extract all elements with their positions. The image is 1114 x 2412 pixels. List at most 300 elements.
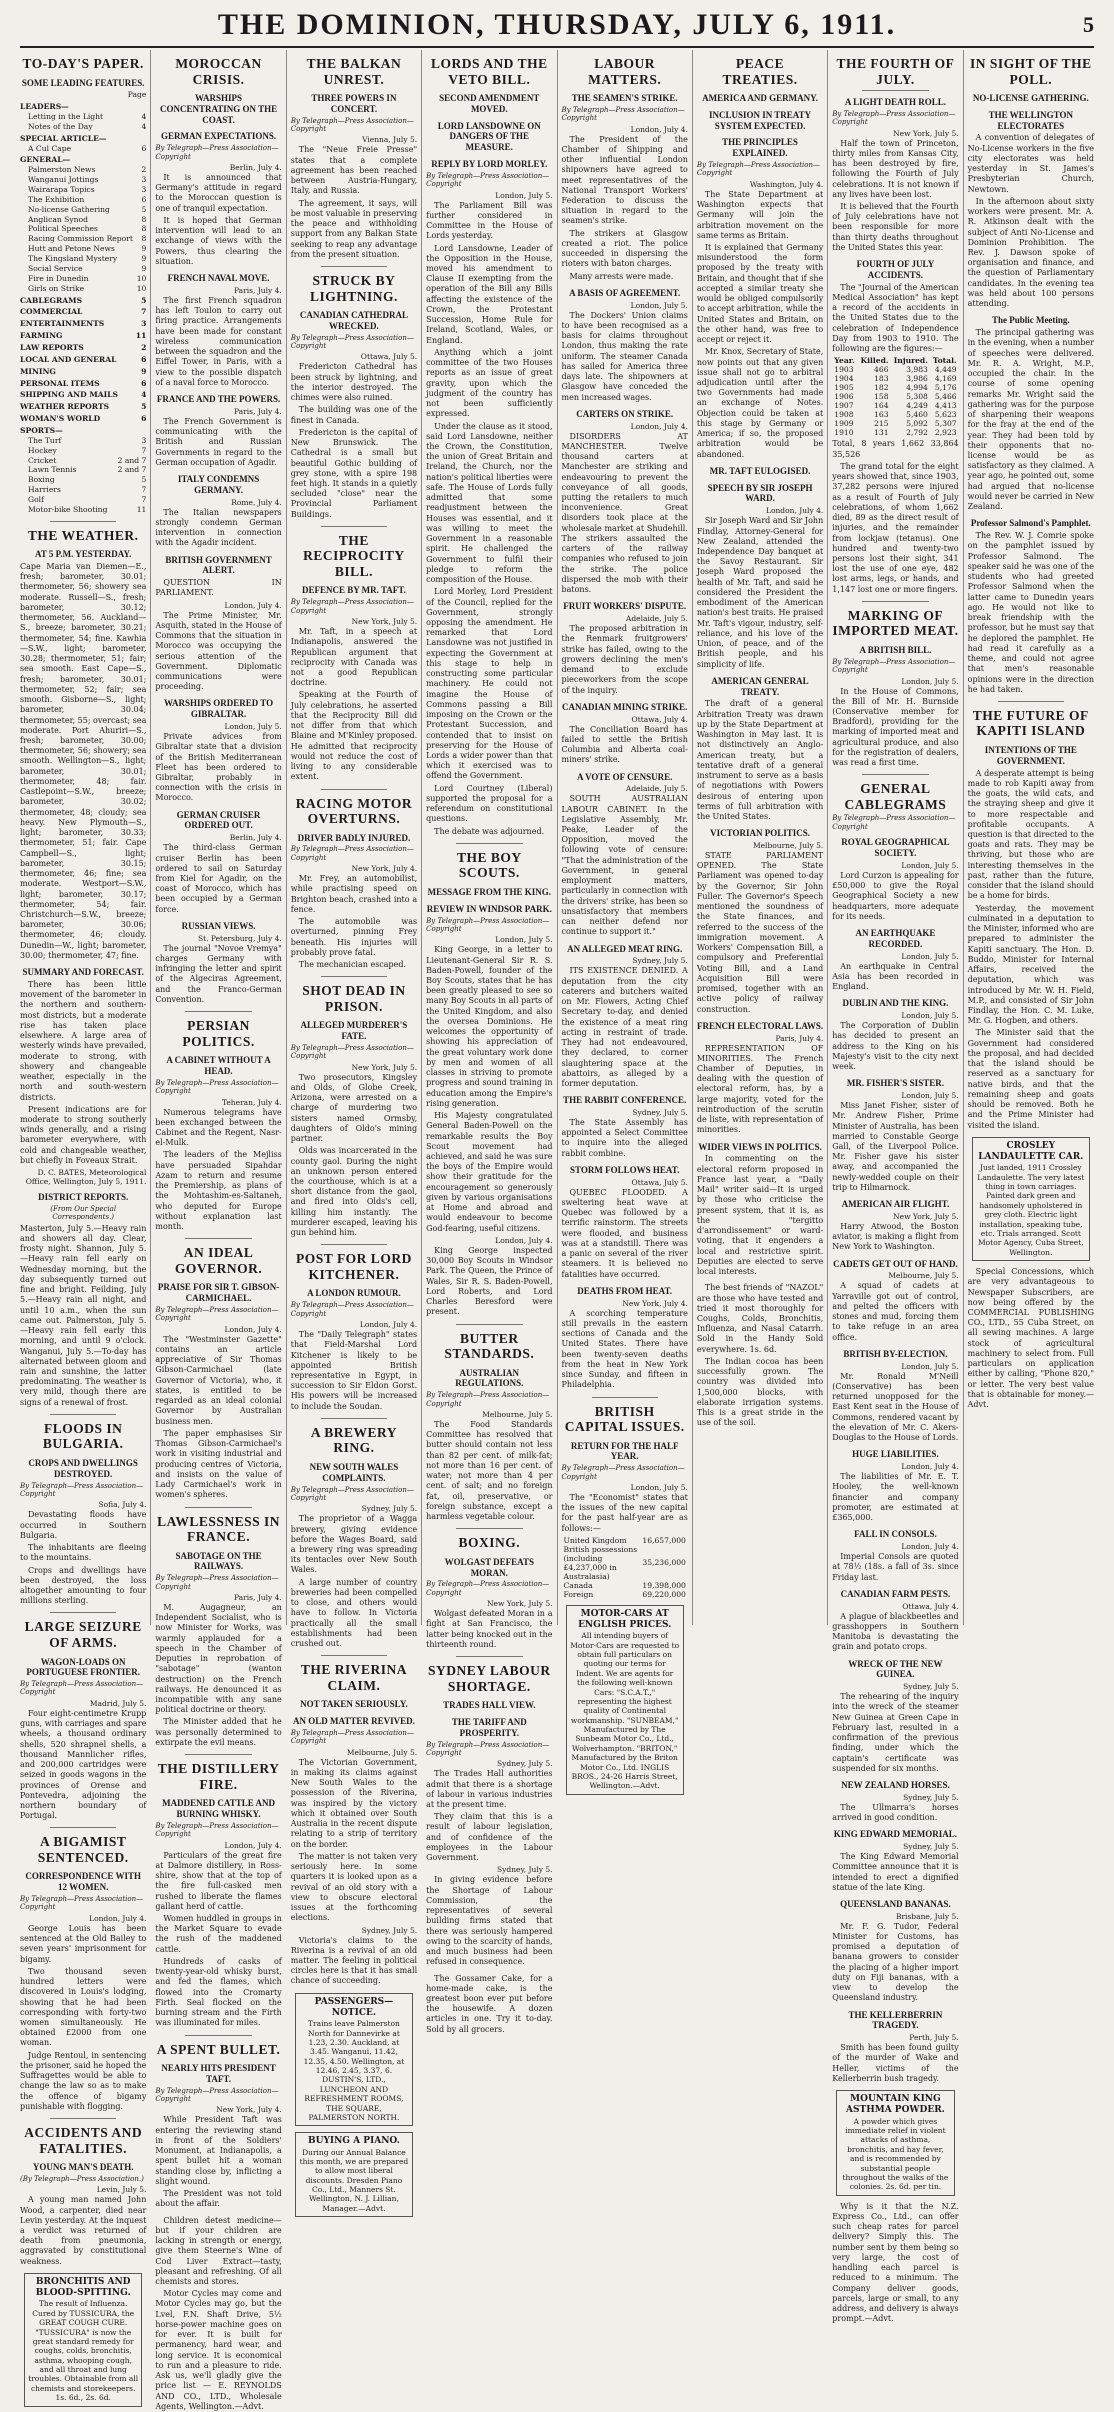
district-reports: Masterton, July 5.—Heavy rain and showers all day. Clear, frosty night. Shannon, July 5.—Heavy rain fell early on Wednesday morning, but the day subsequently turned out fine and bright. Feilding, July 5.—Heavy rain all night, and until 10 a.m., when the sun came out. Palmerston, July 5.—Heavy rain fell early this morning, and until 9 o'clock. Wanganui, July 5.—To-day has alternated between gloom and rain and sunshine, the latter predominating. The weather is very mild, though there are signs of a renewal of frost. [20,1223,147,1407]
general-cables-section-title: QUEENSLAND BANANAS. [840,1898,951,1909]
motor-cars-advert-title: MOTOR-CARS AT ENGLISH PRICES. [578,1608,672,1631]
butter-subheading: AUSTRALIAN REGULATIONS. [455,1367,524,1389]
moroccan-section-paragraph: The French Government is communicating with the British and Russian Governments in regard to the German occupation of Agadir. [155,416,282,467]
toc-section-page: 3 [141,319,147,329]
forecast-heading: SUMMARY AND FORECAST. [22,967,144,978]
general-cables-section-body [832,1281,958,1342]
toc-item-page: 10 [136,283,147,293]
fourth-heading: THE FOURTH OF JULY. [836,56,955,87]
labour-shortage-subheading: TRADES HALL VIEW. [443,1700,536,1711]
balkan-subheading: THREE POWERS IN CONCERT. [311,93,397,114]
poll-section-body [968,328,1094,512]
fourth-table-row [832,383,958,392]
toc-section-page: 11 [135,331,147,341]
toc-section [20,134,146,144]
moroccan-section-title: RUSSIAN VIEWS. [181,920,256,931]
toc-section [20,390,146,400]
toc-item-page: 7 [141,485,147,495]
lords-paragraph: Lord Lansdowne, Leader of the Opposition in the House, moved his amendment to Clause II exempting from the operation of the Bill any Bills affecting the existence of the Crown, the Protestant Succession, Home Rule for Ireland, Scotland, Wales, or England. [426,243,553,345]
moroccan-section-paragraph: The journal "Novoe Vremya" charges Germany with infringing the letter and spirit of the Algeciras Agreement, and the Franco-German Convention. [155,943,282,1004]
asthma-advert [836,2090,954,2196]
general-cables-section-title: MR. FISHER'S SISTER. [846,1078,944,1089]
peace-sub3: THE PRINCIPLES EXPLAINED. [722,137,798,159]
general-cables-section-title: FALL IN CONSOLS. [854,1529,937,1540]
general-cables-section-paragraph: Mr. F. G. Tudor, Federal Minister for Customs, has promised a deputation of banana growers to consider the placing of a higher import duty on Fiji bananas, with a view to develop the Queensland industry. [832,1921,959,2003]
labour-paragraph: The strikers at Glasgow created a riot. The police succeeded in dispersing the rioters with baton charges. [561,228,688,269]
peace-treaties-article [697,56,823,1277]
moroccan-section-body [155,508,281,549]
general-cables-section-body [832,1372,958,1444]
fourth-table-row [832,392,958,401]
governor-paragraph: The "Westminster Gazette" contains an article appreciative of Sir Thomas Gibson-Carmichael (late Governor of Victoria), who, it states, is entitled to be regarded as an ideal colonial Governor by Australian business men. [155,1334,282,1426]
crossley-advert-body: Just landed, 1911 Crossley Landaulette. The very latest thing in town carriages. Painted dark green and handsomely upholstered in grey cloth. Electric light installation, speaking tube, etc. Trials arranged. Scott Motor Agency, Cuba Street, Wellington. [977,1163,1085,1257]
capital-table-label: Canada [563,1580,593,1590]
passengers-advert-body: Trains leave Palmerston North for Dannevirke at 1.23, 2.30. Auckland, at 3.45. Wanganui, 11.42, 12.35, 4.50. Wellington, at 12.46, 2.45, 3.37, 6. DUSTIN'S, LTD., LUNCHEON AND REFRESHMENT ROOMS, THE SQUARE, PALMERSTON NORTH. [303,2019,405,2122]
general-cables-section-paragraph: The Corporation of Dublin has decided to present an address to the King on his Majesty's visit to the city next week. [832,1021,959,1072]
toc-section [20,331,146,341]
capital-issues-table [562,1536,688,1599]
persian-paragraph: Numerous telegrams have been exchanged between the Cabinet and the Regent, Nasr-el-Mulk. [155,1107,282,1148]
distillery-byline: By Telegraph—Press Association—Copyright [155,1821,279,1839]
riverina-article [291,1662,417,1986]
moroccan-section-paragraph: QUESTION IN PARLIAMENT. [155,578,282,598]
racing-motor-paragraph: Mr. Frey, an automobilist, while practising speed on Brighton beach, crashed into a fence. [290,874,418,914]
prison-paragraph: Two prosecutors, Kingsley and Olds, of Globe Creek, Arizona, were arrested on a charge of murdering two sisters named Ormsby, daughters of Oldo's mining partner. [290,1072,418,1144]
labour-section-title: CANADIAN MINING STRIKE. [562,701,688,712]
toc-section-page: 7 [141,307,147,317]
capital-issues-subheading: RETURN FOR THE HALF YEAR. [570,1440,679,1462]
peace-paragraph: Mr. Knox, Secretary of State, now points out that any given issue shall not go to arbitral adjudication until after the two Governments had made an exchange of Notes. Objection could be taken at this stage by Germany or America; if so, the proposed arbitration would be abandoned. [696,347,824,459]
reciprocity-subheading: DEFENCE BY MR. TAFT. [301,585,406,596]
toc-item [20,284,146,294]
labour-shortage-dateline2: Sydney, July 5. [497,1865,553,1875]
general-cables-section-dateline: Sydney, July 5. [903,1842,959,1852]
spent-bullet-paragraph: While President Taft was entering the reviewing stand in front of the Soldiers' Monument, at Indianapolis, a spent bullet hit a woman standing close by, inflicting a slight wound. [155,2115,282,2186]
special-advert-body: Special Concessions, which are very advantageous to Newspaper Subscribers, are now being offered by the COMMERCIAL PUBLISHING CO., LTD., 55 Cuba Street, on all sewing machines. A large stock of agricultural machinery to select from. Full particulars on application either by calling, "Phone 820," or letter. The very best value that is obtainable for money.—Advt. [967,1267,1094,1410]
fourth-table-cell: 1904 [834,374,854,384]
general-cables-section-body [832,1612,958,1653]
general-cables-section-paragraph: Mr. Ronald M'Neill (Conservative) has been returned unopposed for the East Kent seat in the House of Commons, rendered vacant by the elevation of Mr. C. Akers-Douglas to the House of Lords. [832,1371,959,1443]
imported-meat-heading: MARKING OF IMPORTED MEAT. [832,607,959,639]
kapiti-article [968,708,1094,1131]
balkan-dateline: Vienna, July 5. [362,135,418,145]
labour-shortage-sub2: THE TARIFF AND PROSPERITY. [451,1716,527,1738]
labour-paragraph: The President of the Chamber of Shipping and other influential London shipowners have agreed to meet representatives of the National Transport Workers' Federation to discuss the situation in regard to the seamen's strike. [561,134,688,226]
fourth-table-row [832,401,958,410]
toc-section-page: 6 [141,354,147,364]
kitchener-body [291,1330,417,1412]
accidents-dateline: Levin, July 5. [96,2185,147,2195]
general-cables-section-body [832,1852,958,1893]
general-cables-section-dateline: Melbourne, July 5. [888,1271,959,1281]
peace-section-paragraph: STATE PARLIAMENT OPENED. The State Parliament was opened to-day by the Governor, Sir John Fuller. The Governor's Speech mentioned the soundness of the State finances, and referred to the success of the immigration movement. A Workers' Compensation Bill, a compulsory and Preferential Voting Bill, and a Land Acquisition Bill were promised, together with an active policy of railway construction. [696,851,824,1014]
fourth-table-cell: 5,623 [934,410,957,420]
lawlessness-paragraph: The Minister added that he was personally determined to extirpate the evil means. [155,1717,282,1747]
general-cables-section-body [832,1101,958,1193]
distillery-paragraph: Hundreds of casks of twenty-year-old whisky burst, and fed the flames, which flowed into the Cromarty Firth. Seal flocked on the burning stream and the Firth was illuminated for miles. [155,1956,282,2028]
butter-standards-article [426,1331,552,1523]
fourth-table-cell: 3,983 [906,365,928,375]
general-cables-section-dateline: London, July 5. [901,1361,959,1371]
toc-section-page: 4 [141,390,147,400]
poll-section-title: The Public Meeting. [991,315,1070,326]
peace-section-dateline: Paris, July 4. [775,1033,824,1043]
toc-item-label: Wairarapa Topics [28,185,95,195]
moroccan-section-paragraph: The Italian newspapers strongly condemn German intervention in connection with the Agadir incident. [155,507,282,548]
fourth-table-cell: 164 [874,401,889,411]
toc-item-page: 9 [141,263,147,273]
bulgaria-paragraph: Crops and dwellings have been destroyed, the loss altogether amounting to four millions sterling. [20,1565,147,1606]
bulgaria-body [20,1510,146,1606]
labour-section-dateline: London, July 5. [630,300,688,310]
bulgaria-byline: By Telegraph—Press Association—Copyright [20,1481,144,1498]
labour-body [562,135,688,282]
accidents-heading: ACCIDENTS AND FATALITIES. [24,2125,143,2156]
fourth-table-cell: 215 [874,419,889,429]
brewery-paragraph: A large number of country breweries had been compelled to close, and others would have to follow. In Victoria practically all the small establishments had been crushed out. [290,1577,418,1649]
persian-politics-article [155,1018,281,1232]
poll-sub2: THE WELLINGTON ELECTORATES [988,109,1074,131]
kapiti-heading: THE FUTURE OF KAPITI ISLAND [972,707,1089,739]
weather-observations: Cape Maria van Diemen—E., fresh; barometer, 30.01; thermometer, 56; showery sea moderate. Russell—S., fresh; barometer, 30.12; thermometer, 56. Auckland—S., breeze; barometer, 30.21; thermometer, 54; fine. Kawhia—S.W., light; barometer, 30.28; thermometer, 51; fair; sea smooth. East Cape—S., fresh; barometer, 30.01; thermometer, 52; fair; sea smooth. Gisborne—S., light; barometer, 30.04; thermometer, 55; overcast; sea moderate. Port Ahuriri—S., fresh; barometer, 30.00; thermometer, 56; showery; sea smooth. Wellington—S., light; barometer, 30.01; thermometer, 48; fair. Castlepoint—S.W., breeze; barometer, 30.02; thermometer, 48; cloudy; sea heavy. New Plymouth—S., light; barometer, 30.33; thermometer, 51; fair. Cape Campbell—S., light; barometer, 30.15; thermometer, 46; fine; sea moderate. Westport—S.W., light; barometer, 30.17; thermometer, 54; fair. Christchurch—S.W., breeze; barometer, 30.06; thermometer, 46; cloudy. Dunedin—W., light; barometer, 30.00; thermometer, 47; fine. [20,562,147,960]
labour-section-dateline: Ottawa, July 4. [631,714,688,724]
labour-shortage-body [426,1769,552,1863]
toc-item-label: Harriers [28,485,61,495]
weather-summary: There has been little movement of the barometer in the northern and southern-most districts, but a moderate rise has taken place elsewhere. A large area of westerly winds have prevailed, moderate to strong, with showery and changeable weather, especially in the north and south-western districts. [20,979,147,1102]
general-cables-section-paragraph: The King Edward Memorial Committee announce that it is intended to erect a dignified statue of the late King. [832,1852,959,1892]
kitchener-byline: By Telegraph—Press Association—Copyright [290,1301,414,1318]
fourth-table-cell: 5,460 [906,410,928,420]
poll-paragraph: A convention of delegates of No-License workers in the five city electorates was held yesterday in St. James's Presbyterian Church, Newtown. [967,133,1094,194]
toc-item-page: 7 [141,445,147,455]
motor-cars-advert-body: All intending buyers of Motor-Cars are requested to obtain full particulars on quoting our terms for Indent. We are agents for the following well-known Cars: "S.C.A.T.," representing the highest quality of Continental workmanship. "SUNBEAM," Manufactured by The Sunbeam Motor Co., Ltd., Wolverhampton. "BRITON," Manufactured by the Briton Motor Co., Ltd. INGLIS BROS., 24-26 Harris Street, Wellington.—Advt. [570,1631,680,1791]
toc-item [20,215,146,225]
lords-paragraph: Anything which a joint committee of the two Houses reports as an issue of great gravity, upon which the judgment of the country has not been sufficiently expressed. [426,347,553,419]
distillery-body [155,1851,281,2029]
balkan-article [291,56,417,260]
moroccan-section-paragraph: The Prime Minister, Mr. Asquith, stated in the House of Commons that the situation in Morocco was occupying the serious attention of the Government. Diplomatic communications were proceeding. [155,610,282,692]
toc-item [20,144,146,154]
fourth-table-cell: 1903 [834,365,854,375]
poll-paragraph: In the afternoon about sixty workers were present. Mr. A. R. Atkinson dealt with the subject of Anti No-License and Dominion Prohibition. The Rev. J. Dawson spoke of organisation and finance, and the question of Parliamentary candidates. In the evening tea was held about 100 persons attending. [967,196,1094,309]
general-cables-section-dateline: Ottawa, July 4. [902,1601,959,1611]
persian-body [155,1108,281,1233]
reciprocity-paragraph: Speaking at the Fourth of July celebrations, he asserted that the Reciprocity Bill did not differ from that which Blaine and M'Kinley proposed. He admitted that reciprocity would not reduce the cost of living to any considerable extent. [290,690,418,782]
asthma-advert-body: A powder which gives immediate relief in violent attacks of asthma, bronchitis, and hay fever, and is recommended by substantial people throughout the walks of the colonies. 2s. 6d. per tin. [842,2116,949,2192]
toc-item [20,165,146,175]
labour-section-title: A VOTE OF CENSURE. [577,771,673,782]
peace-section-title: FRENCH ELECTORAL LAWS. [697,1020,824,1031]
poll-section-body [968,531,1094,695]
lightning-dateline: Ottawa, July 5. [360,352,418,362]
boy-scouts-paragraph2: King George inspected 30,000 Boy Scouts in Windsor Park. The Queen, the Prince of Wales, Sir R. S. Baden-Powell, Lord Roberts, and Lord Charles Beresford were present. [426,1245,553,1317]
toc-item-label: The Turf [28,435,62,445]
labour-dateline: London, July 4. [630,124,688,134]
butter-heading: BUTTER STANDARDS. [444,1330,535,1362]
persian-dateline: Teheran, July 4. [221,1097,282,1107]
lawlessness-subheading: SABOTAGE ON THE RAILWAYS. [175,1550,262,1572]
peace-section-body [697,699,823,822]
general-cables-section-paragraph: An earthquake in Central Asia has been recorded in England. [832,961,959,992]
general-cables-section-dateline: Brisbane, July 5. [895,1911,959,1921]
spent-bullet-subheading: NEARLY HITS PRESIDENT TAFT. [161,2063,276,2084]
accidents-article [20,2125,146,2267]
piano-advert-title: BUYING A PIANO. [307,2136,400,2147]
balkan-paragraph: The "Neue Freie Presse" states that a complete agreement has been reached between Austria-Hungary, Italy, and Russia. [290,145,418,196]
poll-body [968,133,1094,309]
labour-section-paragraph: A scorching temperature still prevails in the eastern sections of Canada and the United States. There have been twenty-seven deaths from the heat in New York since Sunday, and fifteen in Philadelphia. [561,1308,688,1390]
general-cables-section-title: HUGE LIABILITIES. [852,1449,939,1460]
general-cables-section-title: KING EDWARD MEMORIAL. [833,1829,958,1840]
column-5 [557,50,692,1791]
labour-section-body [562,311,688,403]
moroccan-section-paragraph: Private advices from Gibraltar state that a division of the British Mediterranean Fleet has been ordered to Gibraltar, probably in connection with the crisis in Morocco. [155,732,282,803]
toc-section-label: WOMAN'S WORLD [20,414,101,424]
brewery-heading: A BREWERY RING. [310,1424,398,1456]
riverina-dateline2: Sydney, July 5. [361,1925,418,1935]
persian-paragraph: The leaders of the Mejliss have persuaded Sipahdar Azam to return and resume the Premiership, as plans of the Mohtashim-es-Saltaneh, who deputed for Europe without explanation last month. [155,1150,282,1232]
fourth-table-cell: 4,413 [934,401,957,411]
persian-heading: PERSIAN POLITICS. [182,1018,255,1049]
capital-issues-dateline: London, July 5. [630,1482,688,1492]
todays-paper [20,56,146,515]
general-cables-section-paragraph: A squad of cadets at Yarraville got out of control, and pelted the officers with stones and mud, forcing them to take refuge in an area office. [832,1281,959,1342]
toc-section-page: 2 [141,342,147,352]
distillery-paragraph: Women huddled in groups in the Market Square to evade the rush of the maddened cattle. [155,1914,282,1954]
boxing-byline: By Telegraph—Press Association—Copyright [426,1580,550,1597]
labour-shortage-paragraph: The Trades Hall authorities admit that there is a shortage of labour in various industries at the present time. [426,1769,553,1809]
lawlessness-article [155,1514,281,1749]
general-cables-section-body [832,1922,958,2004]
butter-paragraph: The Food Standards Committee has resolved that butter should contain not less than 82 per cent. of milk-fat; not more than 16 per cent. of water; not more than 4 per cent. of salt; and no foreign fat, oil, preservative, or foreign substance, except a harmless vegetable colour. [426,1419,553,1522]
moroccan-section-dateline: Berlin, July 4. [229,833,282,843]
lawlessness-heading: LAWLESSNESS IN FRANCE. [157,1513,281,1545]
bigamist-dateline: London, July 4. [89,1913,147,1923]
labour-shortage-paragraph: They claim that this is a result of labour legislation, and of confidence of the employees in the Labour Government. [426,1812,553,1863]
lightning-paragraph: Fredericton is the capital of New Brunswick. The Cathedral is a small but beautiful Gothic building of grey stone, with a spire 198 feet high. It stands in a quietly secluded "close" near the Provincial Parliament Buildings. [290,427,418,519]
prison-heading: SHOT DEAD IN PRISON. [302,983,406,1014]
moroccan-section-title: FRENCH NAVAL MOVE. [167,273,270,284]
lightning-heading: STRUCK BY LIGHTNING. [309,272,398,304]
toc-section-label: SPORTS— [20,425,63,435]
fourth-table-cell: 163 [874,410,889,420]
capital-issues-body: The "Economist" states that the issues of the new capital for the past half-year are as follows:— [561,1492,688,1533]
fourth-table-cell: 131 [874,428,889,438]
capital-table-label: United Kingdom [563,1535,627,1545]
toc-item-page: 6 [141,143,147,153]
toc-item-page: 3 [141,185,147,195]
prison-byline: By Telegraph—Press Association—Copyright [290,1043,414,1061]
labour-section-title: FRUIT WORKERS' DISPUTE. [563,601,687,612]
toc-item-page: 9 [141,254,147,264]
brewery-byline: By Telegraph—Press Association—Copyright [290,1485,414,1502]
weather-article [20,528,146,1408]
capital-table-value: 69,220,000 [642,1589,686,1599]
fourth-table-total: Total, 8 years 1,662 33,864 35,526 [832,439,959,459]
peace-section-title: SPEECH BY SIR JOSEPH WARD. [707,482,813,504]
toc-item [20,244,146,254]
fourth-table-cell: 183 [874,374,889,384]
toc-item [20,122,146,132]
capital-table-value: 16,657,000 [642,1535,686,1545]
spent-bullet-heading: A SPENT BULLET. [156,2041,281,2057]
toc-item [20,264,146,274]
peace-section-paragraph: REPRESENTATION OF MINORITIES. The French Chamber of Deputies, in dealing with the question of electoral reform, has, by a large majority, voted for the reintroduction of the scrutin de liste, with representation of minorities. [696,1043,824,1135]
kitchener-heading: POST FOR LORD KITCHENER. [296,1251,412,1282]
motor-cycle-advert [155,2289,281,2412]
peace-byline: By Telegraph—Press Association—Copyright [696,161,821,178]
general-cables-section-dateline: New York, July 5. [893,1211,959,1221]
moroccan-section-dateline: Paris, July 4. [233,285,282,295]
bigamist-paragraph: Two thousand seven hundred letters were discovered in Louis's lodging, showing that he had been corresponding with forty-two women simultaneously. He obtained £2000 from one woman. [20,1966,147,2048]
imported-meat-body [832,687,958,769]
labour-section-paragraph: The Dockers' Union claims to have been recognised as a basis for claims throughout London, thus making the rate uniform. The steamer Canada has sailed for America three days late. The shipowners at Glasgow have conceded the men increased wages. [561,310,688,402]
kitchener-article [291,1251,417,1411]
toc-item-page: 3 [141,175,147,185]
toc-item-page: 2 and 7 [117,455,147,465]
toc-section [20,296,146,306]
peace-paragraph: It is explained that Germany misunderstood the form proposed by the treaty with Britain, and thought that if she accepted a similar treaty she would be obliged compulsorily to accept arbitration, while the United States and Britain, on the other hand, was free to accept or reject it. [696,242,824,345]
fourth-table-cell: 4,994 [906,383,928,393]
weather-signature: D. C. BATES, Meteorological Office, Wellington, July 5, 1911. [25,1168,147,1187]
toc-item-page: 8 [141,234,147,244]
labour-section-dateline: Adelaide, July 5. [625,784,688,794]
brewery-subheading: NEW SOUTH WALES COMPLAINTS. [309,1461,399,1483]
toc-section [20,102,146,112]
lords-paragraph: The Parliament Bill was further considered in Committee in the House of Lords yesterday. [426,200,553,241]
accidents-paragraph: A young man named John Wood, a carpenter, died near Levin yesterday. At the inquest a verdict was returned of death from pneumonia, aggravated by constitutional weakness. [20,2195,147,2266]
lawlessness-byline: By Telegraph—Press Association—Copyright [155,1574,279,1591]
labour-section-body [562,725,688,766]
capital-table-label: British possessions (including £4,237,000 in Australasia) [563,1544,638,1581]
general-cables-section-dateline: London, July 5. [901,1091,959,1101]
labour-subheading: THE SEAMEN'S STRIKE. [571,93,678,104]
fourth-table-row [832,374,958,383]
toc-item-label: Lawn Tennis [28,465,77,475]
lords-sub2: LORD LANSDOWNE ON DANGERS OF THE MEASURE. [437,120,541,153]
toc-item-label: A Cul Cape [28,143,72,153]
lords-paragraph: Under the clause as it stood, said Lord Lansdowne, neither the Crown, the Constitution, the union of Great Britain and Ireland, the Church, nor the nation's political liberties were safe. The House of Lords fully admitted that some readjustment between the Houses was essential, and it was willing to meet the Government in a reasonable spirit. He challenged the Government to fulfil their pledge to reform the composition of the House. [426,421,553,585]
imported-meat-subheading: A BRITISH BILL. [859,644,932,655]
boy-scouts-article [426,850,552,1318]
children-advert-body: Children detest medicine—but if your children are lacking in strength or energy, give them Steerne's Wine of Cod Liver Extract—tasty, pleasant and refreshing. Of all chemists and stores. [155,2215,282,2286]
peace-section-dateline: London, July 4. [765,506,824,516]
toc-item-page: 5 [141,475,147,485]
fourth-table-cell: 1909 [834,419,854,429]
lords-paragraph: Lord Courtney (Liberal) supported the proposal for a referendum on constitutional questions. [426,783,553,824]
general-cables-section-body [832,2043,958,2084]
spent-bullet-dateline: New York, July 4. [216,2105,282,2115]
racing-motor-article [291,796,417,971]
toc-section-label: SHIPPING AND MAILS [20,390,118,400]
toc-section-page: 9 [141,366,147,376]
capital-table-row [562,1590,688,1599]
seizure-subheading: WAGON-LOADS ON PORTUGUESE FRONTIER. [26,1656,141,1678]
fourth-paragraph: Half the town of Princeton, thirty miles from Kansas City, has been destroyed by fire, following the Fourth of July celebrations. It is not known if any lives have been lost. [832,138,959,199]
lords-paragraph: The debate was adjourned. [434,826,545,836]
fourth-sub2: FOURTH OF JULY ACCIDENTS. [856,259,935,280]
indian-advert-body: The Indian cocoa has been successfully grown. The country was divided into 1,500,000 blocks, with elaborate irrigation systems. This is a great stride in the use of the soil. [696,1356,824,1428]
moroccan-sub2: GERMAN EXPECTATIONS. [160,131,277,142]
distillery-paragraph: Particulars of the great fire at Dalmore distillery, in Ross-shire, show that at the top of the fire full-casked men rushed to liberate the flames gallant herd of cattle. [155,1850,282,1911]
labour-section-body [562,1309,688,1391]
racing-motor-body [291,874,417,970]
fourth-subheading: A LIGHT DEATH ROLL. [844,97,947,108]
toc-item-page: 8 [141,224,147,234]
persian-byline: By Telegraph—Press Association—Copyright [155,1078,279,1096]
labour-byline: By Telegraph—Press Association—Copyright [561,105,685,123]
labour-section-paragraph: The State Assembly has appointed a Select Committee to inquire into the alleged rabbit combine. [561,1118,688,1158]
general-cables-section-paragraph: A plague of blackbeetles and grasshoppers in Southern Manitoba is devastating the grain and potato crops. [832,1611,959,1652]
kapiti-subheading: INTENTIONS OF THE GOVERNMENT. [984,745,1077,766]
general-cables-section-title: DUBLIN AND THE KING. [842,998,949,1009]
prison-dateline: New York, July 5. [351,1062,418,1072]
labour-section-body [562,432,688,596]
bigamist-paragraph: Judge Rentoul, in sentencing the prisoner, said he hoped the Suffragettes would be able to change the law so as to make the offence of bigamy punishable with flogging. [20,2050,147,2111]
toc-section-label: MINING [20,366,56,376]
crossley-advert-title: CROSLEY LANDAULETTE CAR. [978,1140,1084,1163]
toc-item-label: Golf [28,494,44,504]
seizure-body [20,1709,146,1822]
accidents-body [20,2195,146,2267]
labour-section-dateline: New York, July 4. [622,1298,688,1308]
fourth-table-cell: 2,792 [906,428,928,438]
toc-item-label: Anglican Synod [28,214,88,224]
fourth-table-head-cell: Injured. [893,356,928,366]
general-cables-section-body [832,962,958,993]
bigamist-body [20,1924,146,2112]
crossley-advert [972,1137,1090,1261]
racing-motor-paragraph: The automobile was overturned, pinning Frey beneath. His injuries will probably prove fatal. [290,917,418,957]
bigamist-heading: A BIGAMIST SENTENCED. [37,1834,129,1865]
moroccan-section-body [155,843,281,915]
toc-section [20,402,146,412]
general-cables-section-title: BRITISH BY-ELECTION. [843,1348,948,1359]
fourth-table-cell: 466 [874,365,889,375]
toc-section-page: 6 [141,378,147,388]
spent-bullet-body [155,2115,281,2209]
column-2 [150,50,285,2411]
toc-item-label: Hockey [28,445,57,455]
moroccan-section-body [155,296,281,388]
imported-meat-dateline: London, July 5. [901,676,959,686]
boxing-subheading: WOLGAST DEFEATS MORAN. [444,1556,535,1578]
boy-scouts-subheading: MESSAGE FROM THE KING. [427,886,551,897]
lightning-article [291,273,417,520]
toc-item [20,205,146,215]
fourth-accidents-table [832,356,958,437]
labour-section-dateline: Sydney, July 5. [632,956,688,966]
toc-section-label: ENTERTAINMENTS [20,319,105,329]
governor-subheading: PRAISE FOR SIR T. GIBSON-CARMICHAEL. [157,1282,280,1304]
toc-item-page: 6 [141,194,147,204]
toc-item [20,195,146,205]
fourth-table-head-cell: Killed. [860,356,889,366]
fourth-table-cell: 1908 [834,410,854,420]
toc-item [20,254,146,264]
general-cables-section-body [832,1222,958,1253]
poll-section-paragraph: The Rev. W. J. Comrie spoke on the pamphlet issued by Professor Salmond. The speaker said he was one of the students who had greeted Professor Salmond when the latter came to Dunedin years ago. He would not like to break friendship with the professor, but he must say that he deplored the pamphlet. He had read it carefully as a theme, and could not agree that men's reasonable opinions were in the direction he had taken. [967,531,1094,694]
bigamist-byline: By Telegraph—Press Association—Copyright [20,1895,144,1912]
fourth-paragraph: It is believed that the Fourth of July celebrations have not been responsible for more than thirty deaths throughout the United States this year. [832,202,959,252]
moroccan-paragraph: It is hoped that German intervention will lead to an exchange of views with the Powers, thus clearing the situation. [155,215,282,266]
distillery-dateline: London, July 4. [224,1840,282,1850]
lightning-subheading: CANADIAN CATHEDRAL WRECKED. [299,310,408,331]
nazol-advert [697,1283,823,1355]
piano-advert [295,2132,413,2217]
peace-dateline: Washington, July 4. [749,179,824,189]
toc-item-page: 9 [141,244,147,254]
